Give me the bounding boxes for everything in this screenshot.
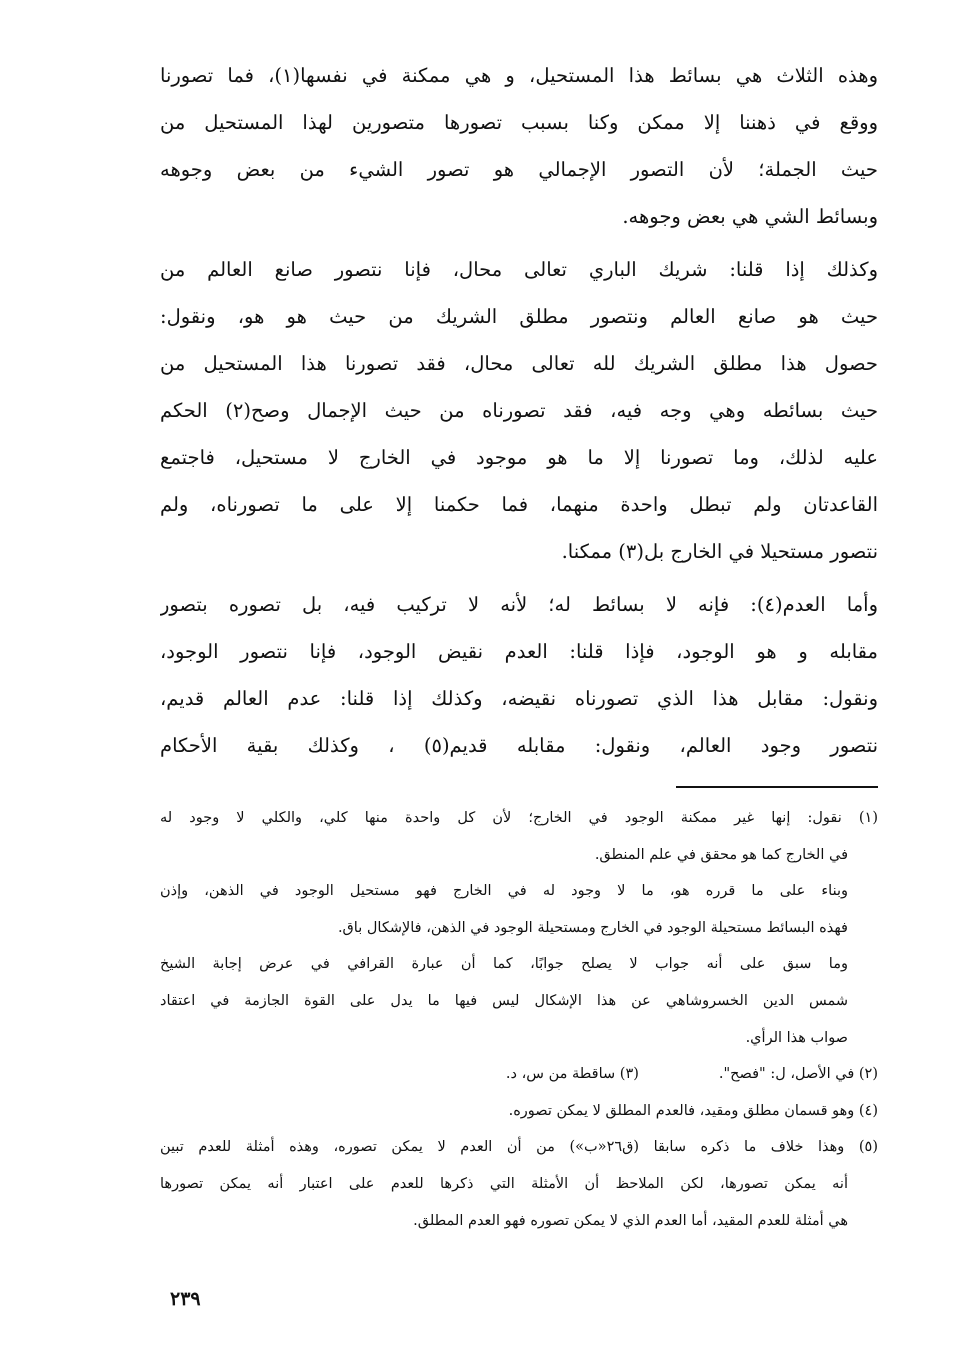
text-line: عليه لذلك، وما تصورنا إلا ما هو موجود في الخارج لا مستحيل، فاجتمع bbox=[160, 446, 878, 469]
text-line: حيث بسائطه وهي وجه فيه، فقد تصورناه من حيث الإجمال وصح(٢) الحكم bbox=[160, 399, 878, 422]
paragraph-3 bbox=[160, 581, 878, 769]
footnote-4 bbox=[160, 1093, 878, 1130]
text-line: وبسائط الشي هي بعض وجوهه. bbox=[622, 205, 878, 228]
text-line: ووقع في ذهننا إلا ممكن وكنا بسبب تصورها متصورين لهذا المستحيل من bbox=[160, 111, 878, 134]
text-line: وكذلك إذا قلنا: شريك الباري تعالى محال، فإنا نتصور صانع العالم من bbox=[160, 258, 878, 281]
paragraph-2 bbox=[160, 246, 878, 575]
footnote-1 bbox=[160, 800, 878, 1056]
footnote-line: (١) نقول: إنها غير ممكنة الوجود في الخارج؛ لأن كل واحدة منها كلي، والكلي لا وجود له bbox=[160, 810, 878, 826]
text-line: نتصور وجود العالم، ونقول: مقابله قديم(٥) ، وكذلك بقية الأحكام bbox=[160, 734, 878, 757]
footnote-2: (٢) في الأصل، ل: "فصح". bbox=[718, 1066, 878, 1083]
text-line: مقابله و هو الوجود، فإذا قلنا: العدم نقيض الوجود، فإنا نتصور الوجود، bbox=[160, 640, 878, 663]
footnote-divider bbox=[676, 786, 878, 788]
footnote-line: صواب هذا الرأي. bbox=[745, 1029, 848, 1046]
text-line: حيث الجملة؛ لأن التصور الإجمالي هو تصور الشيء من بعض وجوهه bbox=[160, 158, 878, 181]
footnote-line: وما سبق على أنه جواب لا يصلح جوابًا، كما أن عبارة القرافي في عرض إجابة الشيخ bbox=[160, 956, 848, 973]
paragraph-1 bbox=[160, 52, 878, 240]
footnotes bbox=[160, 800, 878, 1239]
text-line: ونقول: مقابل هذا الذي تصورناه نقيضه، وكذلك إذا قلنا: عدم العالم قديم، bbox=[160, 687, 878, 710]
text-line: وهذه الثلاث هي بسائط هذا المستحيل، و هي ممكنة في نفسها(١)، فما تصورنا bbox=[160, 64, 878, 87]
text-line: وأما العدم(٤): فإنه لا بسائط له؛ لأنه لا تركيب فيه، بل تصوره بتصور bbox=[160, 593, 878, 616]
footnote-5 bbox=[160, 1129, 878, 1239]
text-line: حيث هو صانع العالم ونتصور مطلق الشريك من حيث هو هو، ونقول: bbox=[160, 305, 878, 328]
footnote-line: هي أمثلة للعدم المقيد، أما العدم الذي لا يمكن تصوره فهو العدم المطلق. bbox=[413, 1212, 848, 1229]
page-number: ٢٣٩ bbox=[170, 1288, 201, 1310]
footnote-line: (٥) وهذا خلاف ما ذكره سابقا (ق٢٦«ب») من أن العدم لا يمكن تصوره، وهذه أمثلة للعدم تبين bbox=[160, 1139, 878, 1156]
footnote-line: في الخارج كما هو محقق في علم المنطق. bbox=[594, 846, 848, 863]
text-line: حصول هذا مطلق الشريك لله تعالى محال، فقد تصورنا هذا المستحيل من bbox=[160, 352, 878, 375]
footnote-3: (٣) ساقطة من س، د. bbox=[505, 1066, 639, 1083]
text-line: القاعدتان ولم تبطل واحدة منهما، فما حكمنا إلا على ما تصورناه، ولم bbox=[160, 493, 878, 516]
footnote-line: فهذه البسائط مستحيلة الوجود في الخارج ومستحيلة الوجود في الذهن، فالإشكال باق. bbox=[337, 919, 848, 936]
footnote-line: (٤) وهو قسمان مطلق ومقيد، فالعدم المطلق لا يمكن تصوره. bbox=[508, 1102, 878, 1119]
footnote-line: شمس الدين الخسروشاهي عن هذا الإشكال ليس فيها ما يدل على القوة الجازمة في اعتقاد bbox=[160, 992, 848, 1009]
footnote-line: أنه يمكن تصورها، لكن الملاحظ أن الأمثلة التي ذكرها للعدم على اعتبار أنه يمكن تصورها bbox=[160, 1175, 848, 1192]
main-text bbox=[160, 52, 878, 769]
footnote-line: وبناء على ما قرره هو، ما لا وجود له في الخارج فهو مستحيل الوجود في الذهن، وإذن bbox=[160, 883, 848, 900]
text-line: نتصور مستحيلا في الخارج بل(٣) ممكنا. bbox=[561, 540, 878, 563]
footnotes-2-3 bbox=[160, 1056, 878, 1093]
